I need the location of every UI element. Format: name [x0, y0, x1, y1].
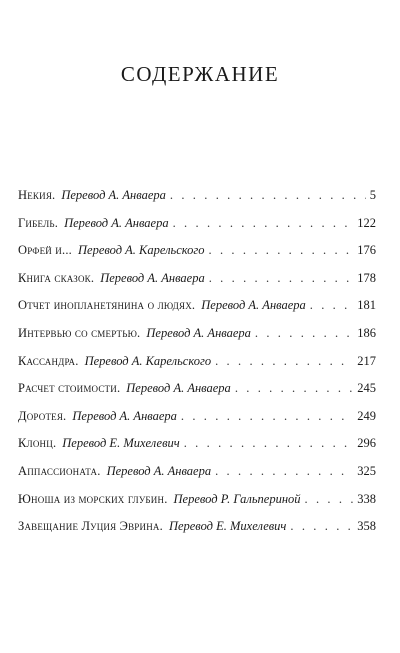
toc-dot-leader — [181, 409, 353, 424]
toc-entry — [18, 436, 376, 464]
toc-entry — [18, 409, 376, 437]
toc-translator: Перевод А. Анваера — [100, 270, 205, 285]
toc-translator: Перевод А. Анваера — [72, 408, 177, 423]
toc-translator: Перевод Р. Гальпериной — [173, 491, 301, 506]
toc-work-title: Аппассионата. — [18, 463, 101, 478]
toc-work-title: Юноша из морских глубин. — [18, 491, 168, 506]
toc-work-title: Отчет инопланетянина о людях. — [18, 298, 196, 313]
toc-entry — [18, 216, 376, 244]
toc-dot-leader — [310, 298, 353, 313]
toc-work-title: Завещание Луция Эврина. — [18, 519, 163, 534]
toc-page-number: 178 — [357, 270, 376, 285]
toc-translator: Перевод А. Анваера — [126, 381, 231, 396]
toc-dot-leader — [209, 271, 354, 286]
toc-page-number: 249 — [357, 408, 376, 423]
toc-page-number: 5 — [369, 188, 376, 202]
toc-translator: Перевод А. Анваера — [61, 188, 166, 202]
toc-page-number: 176 — [357, 243, 376, 258]
toc-work-title: Доротея. — [18, 408, 67, 423]
toc-translator: Перевод А. Анваера — [64, 215, 169, 230]
toc-work-title: Клонц. — [18, 436, 57, 451]
toc-entry — [18, 381, 376, 409]
page-title: СОДЕРЖАНИЕ — [120, 62, 280, 86]
toc-entry — [18, 188, 376, 216]
table-of-contents — [18, 188, 376, 547]
toc-page-number: 186 — [357, 325, 376, 340]
toc-entry — [18, 464, 376, 492]
toc-dot-leader — [235, 381, 353, 396]
toc-dot-leader — [255, 326, 353, 341]
toc-dot-leader — [184, 436, 354, 451]
toc-work-title: Расчет стоимости. — [18, 381, 121, 396]
toc-page-number: 181 — [357, 298, 376, 313]
toc-translator: Перевод А. Анваера — [146, 325, 251, 340]
toc-dot-leader — [173, 216, 354, 231]
toc-translator: Перевод Е. Михелевич — [62, 436, 180, 451]
toc-translator: Перевод А. Карельского — [78, 243, 205, 258]
toc-translator: Перевод А. Анваера — [201, 298, 306, 313]
toc-page-number: 358 — [357, 519, 376, 534]
toc-entry — [18, 243, 376, 271]
toc-entry — [18, 271, 376, 299]
toc-entry — [18, 326, 376, 354]
toc-page-number: 296 — [357, 436, 376, 451]
toc-work-title: Гибель. — [18, 215, 59, 230]
toc-page-number: 338 — [357, 491, 376, 506]
toc-entry — [18, 298, 376, 326]
toc-entry — [18, 354, 376, 382]
toc-work-title: Интервью со смертью. — [18, 325, 141, 340]
toc-work-title: Некия. — [18, 188, 56, 202]
toc-page-number: 325 — [357, 463, 376, 478]
toc-page-number: 122 — [357, 215, 376, 230]
toc-page-number: 245 — [357, 381, 376, 396]
toc-page-number: 217 — [357, 353, 376, 368]
toc-translator: Перевод А. Анваера — [106, 463, 212, 478]
toc-dot-leader — [170, 188, 366, 203]
toc-entry — [18, 519, 376, 547]
toc-dot-leader — [215, 354, 353, 369]
toc-dot-leader — [290, 519, 353, 534]
toc-translator: Перевод А. Карельского — [84, 353, 212, 368]
toc-entry — [18, 492, 376, 520]
toc-work-title: Книга сказок. — [18, 270, 95, 285]
toc-dot-leader — [215, 464, 353, 479]
toc-translator: Перевод Е. Михелевич — [168, 519, 287, 534]
toc-work-title: Кассандра. — [18, 353, 79, 368]
toc-dot-leader — [305, 492, 354, 507]
toc-dot-leader — [209, 243, 354, 258]
toc-work-title: Орфей и... — [18, 243, 72, 258]
